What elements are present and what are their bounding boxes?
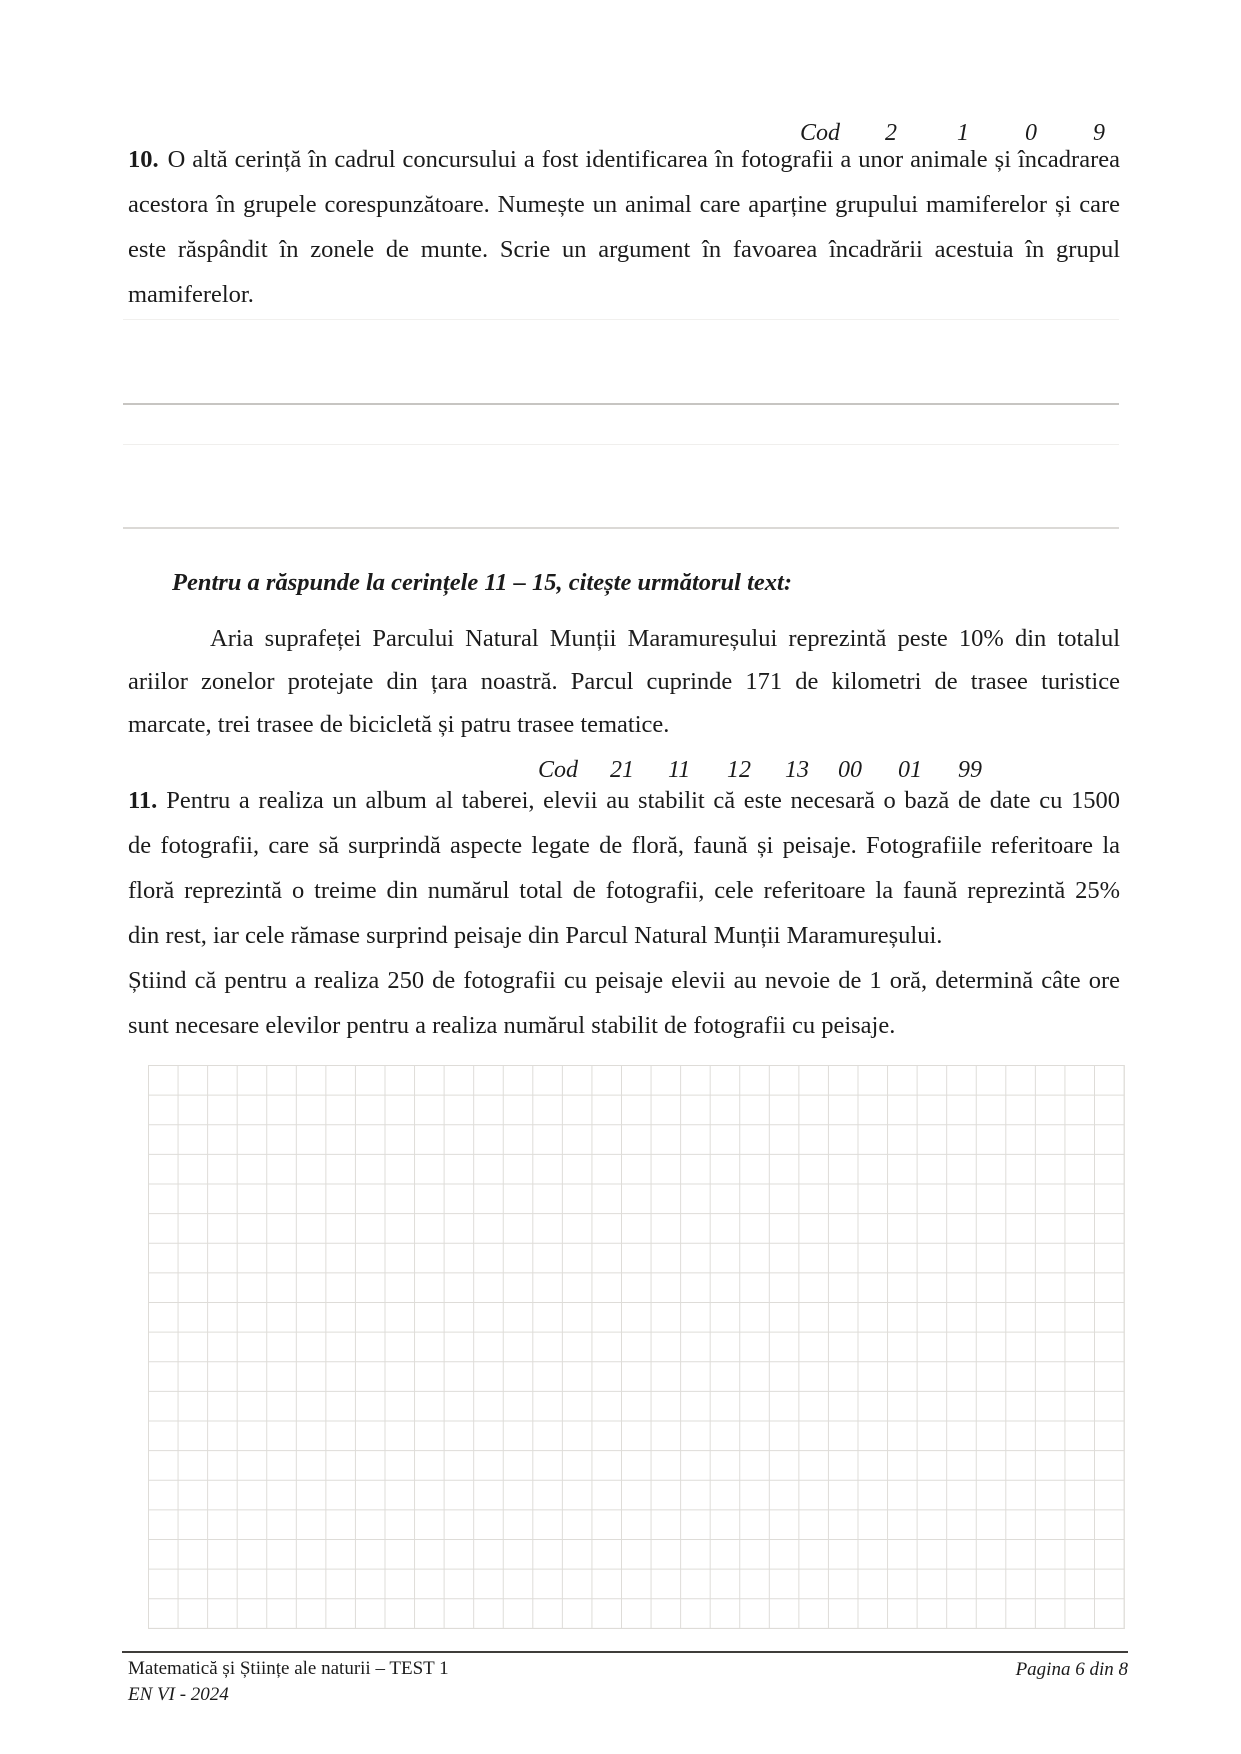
question-11-text: Pentru a realiza un album al taberei, elevii au stabilit că este necesară o bază de date cu 1500	[166, 787, 1120, 814]
question-11-number: 11.	[128, 787, 158, 814]
answer-ruled-line	[123, 403, 1119, 405]
answer-ruled-line	[123, 527, 1119, 529]
answer-ruled-line	[123, 444, 1119, 445]
answer-grid	[148, 1065, 1125, 1629]
answer-ruled-line	[123, 319, 1119, 320]
question-10-line: mamiferelor.	[128, 281, 254, 308]
cod-label: Cod	[800, 120, 841, 146]
footer-page-number: Pagina 6 din 8	[1015, 1659, 1128, 1680]
cod-label: Cod	[538, 757, 579, 783]
question-10-line: este răspândit în zonele de munte. Scrie un argument în favoarea încadrării acestuia în grupul	[128, 236, 1120, 263]
cod-digit: 9	[1093, 120, 1105, 146]
cod-digit: 21	[610, 757, 634, 783]
footer-document-title: Matematică și Științe ale naturii – TEST 1	[128, 1658, 449, 1679]
cod-digit: 0	[1025, 120, 1037, 146]
question-11-line: floră reprezintă o treime din numărul total de fotografii, cele referitoare la faună reprezintă 25%	[128, 877, 1120, 904]
intro-line: Aria suprafeței Parcului Natural Munții Maramureșului reprezintă peste 10% din totalul	[210, 625, 1120, 652]
cod-digit: 2	[885, 120, 897, 146]
cod-digit: 99	[958, 757, 982, 783]
question-10	[128, 137, 1120, 317]
cod-digit: 1	[957, 120, 969, 146]
question-11-task-line: Știind că pentru a realiza 250 de fotografii cu peisaje elevii au nevoie de 1 oră, determină câte ore	[128, 967, 1120, 994]
intro-paragraph	[128, 617, 1120, 746]
question-11-task-line: sunt necesare elevilor pentru a realiza numărul stabilit de fotografii cu peisaje.	[128, 1012, 896, 1039]
question-11	[128, 778, 1120, 958]
question-10-line: acestora în grupele corespunzătoare. Numește un animal care aparține grupului mamiferelor și care	[128, 191, 1120, 218]
footer-edition: EN VI - 2024	[128, 1684, 229, 1705]
cod-digit: 13	[785, 757, 809, 783]
intro-line: ariilor zonelor protejate din țara noastră. Parcul cuprinde 171 de kilometri de trasee turistice	[128, 668, 1120, 695]
question-11-task	[128, 958, 1120, 1048]
question-11-line: de fotografii, care să surprindă aspecte legate de floră, faună și peisaje. Fotografiile referitoare la	[128, 832, 1120, 859]
cod-digit: 00	[838, 757, 862, 783]
question-10-text: O altă cerință în cadrul concursului a fost identificarea în fotografii a unor animale și încadrarea	[167, 146, 1120, 173]
intro-line: marcate, trei trasee de bicicletă și patru trasee tematice.	[128, 711, 670, 738]
question-11-line: din rest, iar cele rămase surprind peisaje din Parcul Natural Munții Maramureșului.	[128, 922, 943, 949]
question-11-line	[128, 778, 1120, 823]
question-10-number: 10.	[128, 146, 159, 173]
cod-digit: 12	[727, 757, 751, 783]
footer-divider	[122, 1651, 1128, 1653]
question-10-line	[128, 137, 1120, 182]
cod-digit: 11	[668, 757, 691, 783]
section-heading: Pentru a răspunde la cerințele 11 – 15, citește următorul text:	[172, 569, 793, 596]
cod-digit: 01	[898, 757, 922, 783]
